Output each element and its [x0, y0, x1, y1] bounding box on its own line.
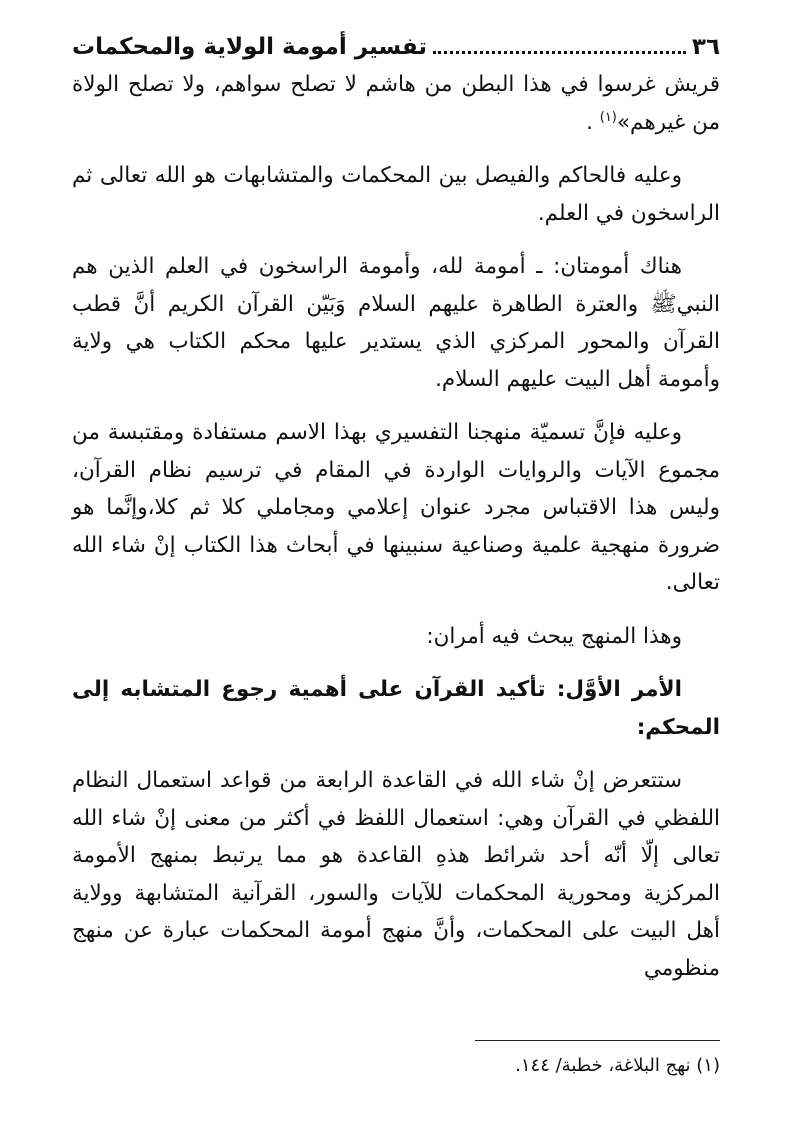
page-number: ٣٦ [691, 34, 720, 60]
paragraph-5: وهذا المنهج يبحث فيه أمران: [426, 623, 682, 649]
header-leader-dots [433, 51, 686, 54]
paragraph-3: هناك أمومتان: ـ أمومة لله، وأمومة الراسخون في العلم الذين هم النبيﷺ والعترة الطاهرة عليهم السلام وَبَيّن القرآن الكريم أنَّ قطب القرآن والمحور المركزي الذي يستدير عليها محكم الكتاب هي ولاية وأمومة أهل البيت عليهم السلام. [72, 254, 720, 392]
paragraph-4: وعليه فإنَّ تسميّة منهجنا التفسيري بهذا الاسم مستفادة ومقتبسة من مجموع الآيات والروايات الواردة في المقام في ترسيم نظام القرآن، وليس هذا الاقتباس مجرد عنوان إعلامي ومجاملي كلا ثم كلا،وإنَّما هو ضرورة منهجية علمية وصناعية سنبينها في أبحاث هذا الكتاب إنْ شاء الله تعالى. [72, 420, 720, 595]
footnote-separator [475, 1040, 720, 1041]
section-subheading: الأمر الأوَّل: تأكيد القرآن على أهمية رجوع المتشابه إلى المحكم: [72, 677, 720, 740]
running-header [72, 30, 720, 66]
footnote-ref: (١) [599, 109, 617, 125]
paragraph-1: قريش غرسوا في هذا البطن من هاشم لا تصلح سواهم، ولا تصلح الولاة من غيرهم»$^{(١)}$ . [72, 72, 720, 135]
paragraph-6: ستتعرض إنْ شاء الله في القاعدة الرابعة من قواعد استعمال النظام اللفظي في القرآن وهي: استعمال اللفظ في أكثر من معنى إنْ شاء الله تعالى إلّا أنّه أحد شرائط هذهِ القاعدة هو مما يرتبط بمنهج الأمومة المركزية ومحورية المحكمات للآيات والسور، القرآنية المتشابهة وولاية أهل البيت على المحكمات، وأنَّ منهج أمومة المحكمات عبارة عن منهج منظومي [72, 768, 720, 981]
footnote: (١) نهج البلاغة، خطبة/ ١٤٤. [515, 1055, 720, 1076]
page-body [72, 30, 720, 987]
running-title: تفسير أمومة الولاية والمحكمات [72, 34, 428, 60]
paragraph-2: وعليه فالحاكم والفيصل بين المحكمات والمتشابهات هو الله تعالى ثم الراسخون في العلم. [72, 163, 720, 226]
